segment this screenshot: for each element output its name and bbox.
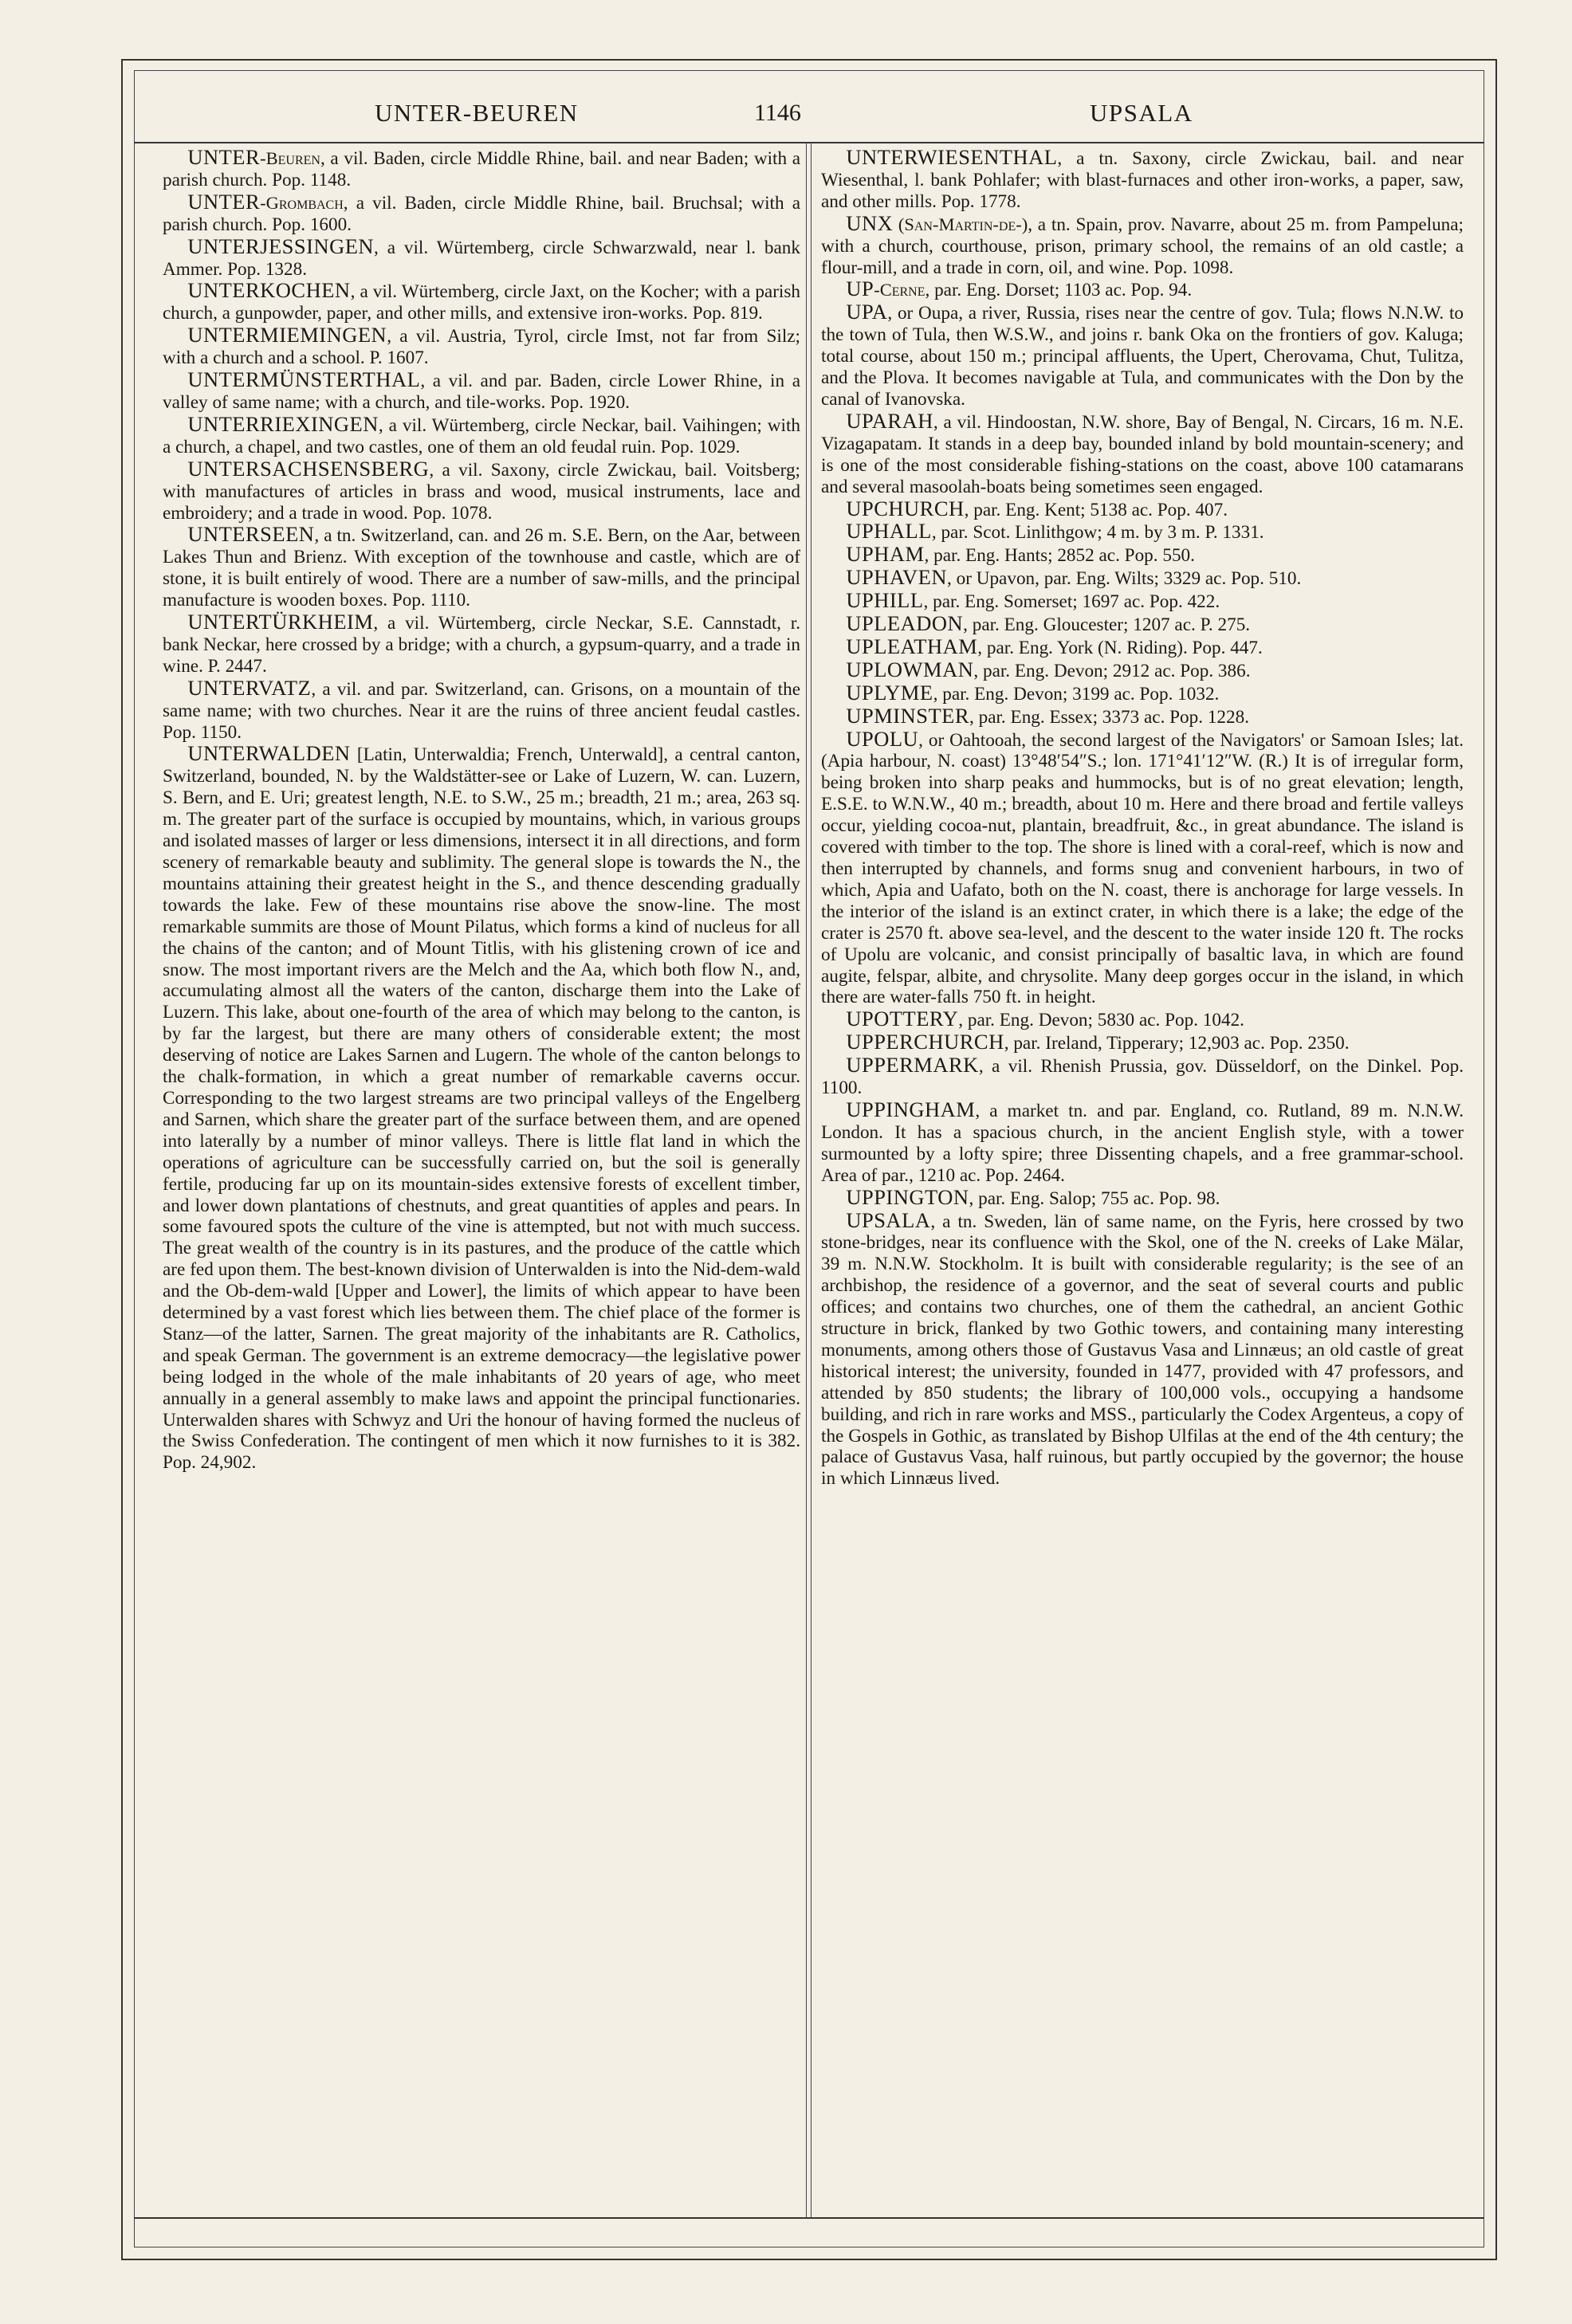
entry-headword: UNTER xyxy=(187,147,261,169)
entry-headword: UPPINGTON xyxy=(846,1184,969,1209)
entry-headword: UPOLU xyxy=(846,726,919,751)
gazetteer-entry xyxy=(821,498,1464,521)
gazetteer-entry xyxy=(821,1054,1464,1099)
entry-headword: UNTER xyxy=(187,189,261,214)
entry-text: , a vil. and par. Switzerland, can. Grisons, on a mountain of the same name; with two churches. Near it are the ruins of three ancient feudal castles. Pop. 1150. xyxy=(163,678,800,743)
entry-headword: UNTERWALDEN xyxy=(187,741,351,766)
entry-headword: UPHALL xyxy=(846,519,932,544)
entry-text: , a tn. Spain, prov. Navarre, about 25 m. from Pampeluna; with a church, courthouse, prison, primary school, the remains of an old castle; a flour-mill, and a trade in corn, oil, and wine. Pop. 1098. xyxy=(821,214,1464,278)
entry-headword: UNTERSACHSENSBERG xyxy=(187,456,430,481)
gazetteer-entry xyxy=(821,728,1464,1009)
gazetteer-entry xyxy=(821,613,1464,636)
entry-text: , par. Eng. Somerset; 1697 ac. Pop. 422. xyxy=(923,591,1220,613)
gazetteer-entry xyxy=(163,611,800,677)
entry-headword: UPPERMARK xyxy=(846,1053,979,1078)
gazetteer-entry xyxy=(821,544,1464,567)
running-head-right: UPSALA xyxy=(1090,99,1193,127)
gazetteer-entry xyxy=(821,301,1464,410)
entry-text: , a vil. Würtemberg, circle Jaxt, on the Kocher; with a parish church, a gunpowder, paper, and other mills, and extensive iron-works. Pop. 819. xyxy=(163,281,800,324)
gazetteer-entry xyxy=(163,236,800,281)
gazetteer-entry xyxy=(163,677,800,744)
entry-headword: UPSALA xyxy=(846,1207,931,1232)
gazetteer-entry xyxy=(821,1099,1464,1187)
column-divider xyxy=(806,142,807,2217)
entry-text: , a vil. and par. Baden, circle Lower Rhine, in a valley of same name; with a church, and tile-works. Pop. 1920. xyxy=(163,371,800,413)
gazetteer-entry xyxy=(821,590,1464,613)
entry-headword: UPLEADON xyxy=(846,611,964,636)
entry-text: , par. Eng. Hants; 2852 ac. Pop. 550. xyxy=(924,545,1195,567)
entry-headword: UNTERVATZ xyxy=(187,675,312,700)
entry-text: , par. Eng. Dorset; 1103 ac. Pop. 94. xyxy=(925,280,1193,301)
gazetteer-entry xyxy=(821,210,1464,279)
entry-headword: UNX xyxy=(846,210,894,235)
entry-text: , a vil. Würtemberg, circle Neckar, bail. Vaihingen; with a church, a chapel, and two castles, one of them an old feudal ruin. Pop. 1029. xyxy=(163,414,800,457)
column-divider-inner xyxy=(811,142,812,2217)
entry-headword: UPA xyxy=(846,300,888,324)
gazetteer-entry xyxy=(821,659,1464,682)
gazetteer-entry xyxy=(163,191,800,236)
entry-headword-suffix: (San-Martin-de-) xyxy=(893,214,1028,234)
entry-headword: UPLOWMAN xyxy=(846,657,974,681)
entry-headword: UP xyxy=(846,277,874,301)
entry-text: , a tn. Saxony, circle Zwickau, bail. and near Wiesenthal, l. bank Pohlafer; with blast-furnaces and other iron-works, a paper, saw, and other mills. Pop. 1778. xyxy=(821,148,1464,212)
left-column xyxy=(163,147,800,2187)
gazetteer-entry xyxy=(821,1008,1464,1031)
running-head-left: UNTER-BEUREN xyxy=(375,99,579,127)
entry-text: , a vil. Saxony, circle Zwickau, bail. Voitsberg; with manufactures of articles in brass and wood, musical instruments, lace and embroidery; and a trade in wood. Pop. 1078. xyxy=(163,459,800,524)
gazetteer-entry xyxy=(821,636,1464,659)
entry-headword-suffix: -Grombach xyxy=(260,192,344,213)
entry-headword: UNTERSEEN xyxy=(187,522,315,547)
entry-headword: UPHAVEN xyxy=(846,565,948,590)
entry-text: , par. Eng. Gloucester; 1207 ac. P. 275. xyxy=(963,614,1251,636)
entry-headword: UPLEATHAM xyxy=(846,634,978,658)
entry-text: , par. Scot. Linlithgow; 4 m. by 3 m. P. 1331. xyxy=(931,522,1264,544)
gazetteer-entry xyxy=(163,324,800,369)
entry-headword: UPLYME xyxy=(846,680,933,705)
gazetteer-entry xyxy=(821,567,1464,590)
entry-headword: UPCHURCH xyxy=(846,496,965,520)
entry-text: , a vil. Austria, Tyrol, circle Imst, not far from Silz; with a church and a school. P. 1607. xyxy=(163,326,800,369)
gazetteer-entry xyxy=(163,369,800,414)
entry-text: , a vil. Baden, circle Middle Rhine, bail. and near Baden; with a parish church. Pop. 1148. xyxy=(163,148,800,190)
entry-text: , a tn. Sweden, län of same name, on the Fyris, here crossed by two stone-bridges, near its confluence with the Skol, one of the N. creeks of Lake Mälar, 39 m. N.N.W. Stockholm. It is built with considerable regularity; is the see of an archbishop, the residence of a governor, and the seat of several courts and public offices; and contains two churches, one of them the cathedral, an ancient Gothic structure in brick, flanked by two Gothic towers, and containing many interesting monuments, among others those of Gustavus Vasa and Linnæus; an old castle of great historical interest; the university, founded in 1477, provided with 47 professors, and attended by 850 students; the library of 100,000 vols., occupying a handsome building, and rich in rare works and MSS., particularly the Codex Argenteus, a copy of the Gospels in Gothic, as translated by Bishop Ulfilas at the end of the 4th century; the palace of Gustavus Vasa, half ruinous, but partly occupied by the governor; the house in which Linnæus lived. xyxy=(821,1211,1464,1490)
entry-headword: UPHILL xyxy=(846,588,924,613)
entry-text: , a vil. Rhenish Prussia, gov. Düsseldorf, on the Dinkel. Pop. 1100. xyxy=(821,1056,1464,1099)
entry-text: , par. Eng. Devon; 3199 ac. Pop. 1032. xyxy=(933,683,1220,705)
page-number: 1146 xyxy=(754,100,801,126)
entry-text: , par. Eng. Devon; 5830 ac. Pop. 1042. xyxy=(958,1010,1244,1031)
gazetteer-entry xyxy=(163,280,800,324)
entry-text: , a vil. Würtemberg, circle Schwarzwald, near l. bank Ammer. Pop. 1328. xyxy=(163,237,800,280)
entry-headword-suffix: -Beuren xyxy=(260,148,320,168)
gazetteer-entry xyxy=(163,524,800,611)
right-column xyxy=(821,147,1464,2187)
gazetteer-entry xyxy=(163,411,800,458)
gazetteer-entry xyxy=(821,410,1464,498)
entry-text: [Latin, Unterwaldia; French, Unterwald], a central canton, Switzerland, bounded, N. by the Waldstätter-see or Lake of Luzern, W. can. Luzern, S. Bern, and E. Uri; greatest length, N.E. to S.W., 25 m.; breadth, 21 m.; area, 263 sq. m. The greater part of the surface is occupied by mountains, which, in various groups and isolated masses of larger or less dimensions, intersect it in all directions, and form scenery of remarkable beauty and sublimity. The general slope is towards the N., the mountains attaining their greatest height in the S., and thence descending gradually towards the lake. Few of these mountains rise above the snow-line. The most remarkable summits are those of Mount Pilatus, which forms a kind of nucleus for all the chains of the canton; and of Mount Titlis, with his glistening crown of ice and snow. The most important rivers are the Melch and the Aa, which both flow N., and, accumulating almost all the waters of the canton, discharge them into the Lake of Luzern. This lake, about one-fourth of the area of which may belong to the canton, is by far the largest, but there are many others of considerable extent; the most deserving of notice are Lakes Sarnen and Lugern. The whole of the canton belongs to the chalk-formation, in which a great number of remarkable caverns occur. Corresponding to the two largest streams are two principal valleys of the Engelberg and Sarnen, which share the greater part of the surface between them, and are opened into laterally by a number of minor valleys. There is little flat land in which the operations of agriculture can be successfully carried on, but the soil is generally fertile, producing far up on its mountain-sides extensive forests of excellent timber, and lower down plantations of chestnuts, and great quantities of apples and pears. In some favoured spots the culture of the vine is attempted, but not with much success. The great wealth of the country is in its pastures, and the produce of the cattle which are fed upon them. The best-known division of Unterwalden is into the Nid-dem-wald and the Ob-dem-wald [Upper and Lower], the limits of which appear to have been determined by a vast forest which lies between them. The chief place of the former is Stanz—of the latter, Sarnen. The great majority of the inhabitants are R. Catholics, and speak German. The government is an extreme democracy—the legislative power being lodged in the whole of the male inhabitants of 20 years of age, who meet annually in a general assembly to make laws and appoint the principal functionaries. Unterwalden shares with Schwyz and Uri the honour of having formed the nucleus of the Swiss Confederation. The contingent of men which it now furnishes to it is 382. Pop. 24,902. xyxy=(163,744,800,1474)
entry-headword: UNTERMIEMINGEN xyxy=(187,323,387,347)
entry-headword: UNTERJESSINGEN xyxy=(187,234,375,258)
gazetteer-entry xyxy=(163,147,800,191)
gazetteer-entry xyxy=(163,743,800,1474)
entry-text: , or Oupa, a river, Russia, rises near the centre of gov. Tula; flows N.N.W. to the town of Tula, then W.S.W., and joins r. bank Oka on the frontiers of gov. Kaluga; total course, about 150 m.; principal affluents, the Upert, Cherovama, Chut, Tulitza, and the Plova. It becomes navigable at Tula, and communicates with the Don by the canal of Ivanovska. xyxy=(821,303,1464,410)
entry-headword: UNTERKOCHEN xyxy=(187,278,351,303)
gazetteer-entry xyxy=(821,147,1464,213)
entry-text: , par. Eng. Salop; 755 ac. Pop. 98. xyxy=(969,1188,1220,1209)
entry-headword: UPOTTERY xyxy=(846,1007,959,1031)
entry-headword: UPPINGHAM xyxy=(846,1097,976,1121)
entry-text: , a market tn. and par. England, co. Rutland, 89 m. N.N.W. London. It has a spacious church, in the ancient English style, with a tower surmounted by a lofty spire; three Dissenting chapels, and a free grammar-school. Area of par., 1210 ac. Pop. 2464. xyxy=(821,1100,1464,1186)
entry-text: , a vil. Würtemberg, circle Neckar, S.E. Cannstadt, r. bank Neckar, here crossed by a bridge; with a church, a gypsum-quarry, and a trade in wine. P. 2447. xyxy=(163,613,800,677)
entry-text: , a vil. Baden, circle Middle Rhine, bail. Bruchsal; with a parish church. Pop. 1600. xyxy=(163,192,800,235)
gazetteer-entry xyxy=(821,705,1464,728)
entry-headword: UPPERCHURCH xyxy=(846,1030,1004,1054)
gazetteer-entry xyxy=(163,458,800,524)
header-rule xyxy=(134,142,1484,143)
entry-text: , par. Eng. York (N. Riding). Pop. 447. xyxy=(977,637,1263,658)
gazetteer-entry xyxy=(821,520,1464,544)
entry-headword-suffix: -Cerne xyxy=(874,280,926,300)
entry-text: , a vil. Hindoostan, N.W. shore, Bay of Bengal, N. Circars, 16 m. N.E. Vizagapatam. It stands in a deep bay, bounded inland by bold mountain-scenery; and is one of the most considerable fishing-stations on the coast, above 100 catamarans and several masoolah-boats being sometimes seen engaged. xyxy=(821,411,1464,497)
entry-text: , par. Eng. Essex; 3373 ac. Pop. 1228. xyxy=(969,706,1250,728)
gazetteer-entry xyxy=(821,278,1464,301)
gazetteer-entry xyxy=(821,1184,1464,1210)
entry-headword: UPMINSTER xyxy=(846,703,970,728)
footer-rule xyxy=(134,2217,1484,2219)
entry-headword: UNTERWIESENTHAL xyxy=(846,147,1058,169)
gazetteer-entry xyxy=(821,1031,1464,1054)
entry-text: , or Oahtooah, the second largest of the Navigators' or Samoan Isles; lat. (Apia harbour, N. coast) 13°48′54″S.; lon. 171°41′12″W. (R.) It is of irregular form, being broken into sharp peaks and hummocks, but is of no great elevation; length, E.S.E. to W.N.W., 40 m.; breadth, about 10 m. Here and there broad and fertile valleys occur, yielding cocoa-nut, plantain, breadfruit, &c., in great abundance. The island is covered with timber to the top. The shore is lined with a coral-reef, which is now and then interrupted by channels, and forms snug and convenient harbours, in two of which, Apia and Uafato, both on the N. coast, there is anchorage for large vessels. In the interior of the island is an extinct crater, in which there is a lake; the edge of the crater is 2570 ft. above sea-level, and the descent to the water inside 120 ft. The rocks of Upolu are volcanic, and consist principally of basaltic lava, in which are found augite, felspar, albite, and chrysolite. Many deep gorges occur in the island, in which there are water-falls 750 ft. in height. xyxy=(821,729,1464,1008)
gazetteer-entry xyxy=(821,682,1464,705)
entry-text: , a tn. Switzerland, can. and 26 m. S.E. Bern, on the Aar, between Lakes Thun and Brienz. With exception of the townhouse and castle, which are of stone, it is built entirely of wood. There are a number of saw-mills, and the principal manufacture is wooden boxes. Pop. 1110. xyxy=(163,525,800,611)
entry-text: , par. Eng. Kent; 5138 ac. Pop. 407. xyxy=(964,499,1228,520)
entry-text: , par. Eng. Devon; 2912 ac. Pop. 386. xyxy=(973,660,1251,681)
entry-headword: UNTERTÜRKHEIM xyxy=(187,610,374,634)
gazetteer-entry xyxy=(821,1207,1464,1490)
entry-text: , or Upavon, par. Eng. Wilts; 3329 ac. Pop. 510. xyxy=(947,568,1302,590)
entry-headword: UPHAM xyxy=(846,542,925,567)
entry-headword: UPARAH xyxy=(846,408,933,433)
entry-headword: UNTERRIEXINGEN xyxy=(187,411,379,436)
entry-text: , par. Ireland, Tipperary; 12,903 ac. Pop. 2350. xyxy=(1004,1033,1350,1054)
entry-headword: UNTERMÜNSTERTHAL xyxy=(187,367,421,392)
